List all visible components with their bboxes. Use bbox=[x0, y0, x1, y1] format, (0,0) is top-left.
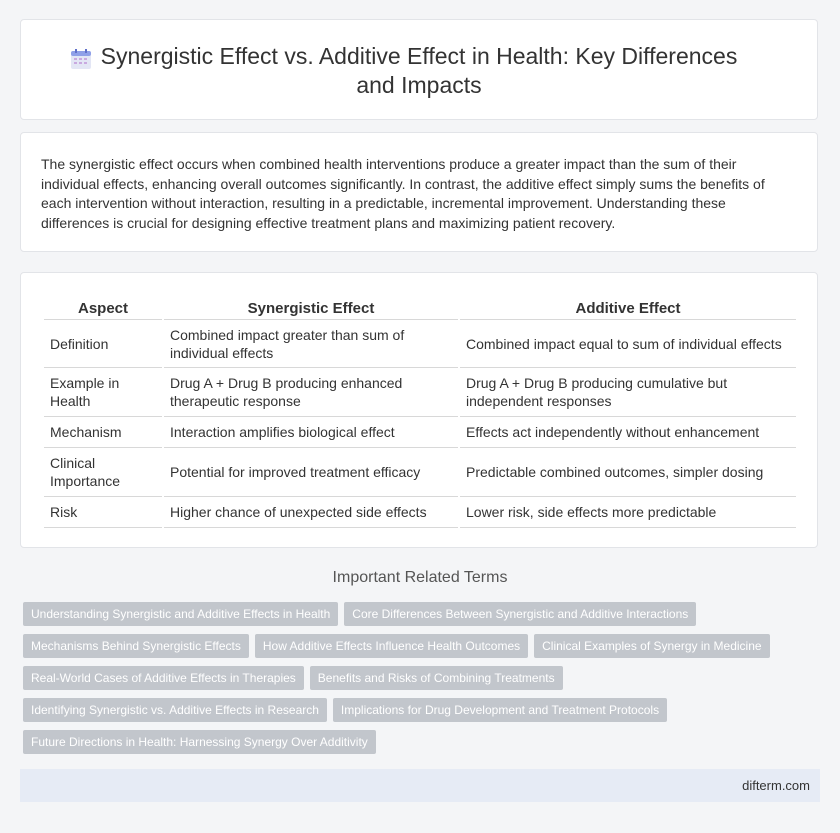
related-term-tag[interactable]: Identifying Synergistic vs. Additive Effects in Research bbox=[23, 698, 327, 722]
table-cell: Clinical Importance bbox=[44, 448, 162, 497]
header-card bbox=[20, 19, 818, 120]
related-term-tag[interactable]: Real-World Cases of Additive Effects in Therapies bbox=[23, 666, 304, 690]
table-row bbox=[44, 417, 796, 448]
related-terms-title: Important Related Terms bbox=[332, 569, 508, 586]
related-term-tag[interactable]: Benefits and Risks of Combining Treatments bbox=[310, 666, 563, 690]
table-header-row bbox=[44, 295, 796, 320]
table-cell: Risk bbox=[44, 497, 162, 528]
table-cell: Drug A + Drug B producing cumulative but independent responses bbox=[460, 368, 796, 417]
table-cell: Drug A + Drug B producing enhanced therapeutic response bbox=[164, 368, 458, 417]
table-row bbox=[44, 368, 796, 417]
table-row bbox=[44, 497, 796, 528]
table-cell: Mechanism bbox=[44, 417, 162, 448]
page-title: Synergistic Effect vs. Additive Effect in Health: Key Differences and Impacts bbox=[100, 43, 738, 98]
column-header: Additive Effect bbox=[460, 295, 796, 320]
table-row bbox=[44, 320, 796, 368]
table-cell: Lower risk, side effects more predictable bbox=[460, 497, 796, 528]
table-cell: Potential for improved treatment efficacy bbox=[164, 448, 458, 497]
table-cell: Combined impact equal to sum of individual effects bbox=[460, 320, 796, 368]
comparison-table bbox=[42, 295, 798, 528]
table-row bbox=[44, 448, 796, 497]
related-term-tag[interactable]: How Additive Effects Influence Health Outcomes bbox=[255, 634, 528, 658]
intro-card bbox=[20, 132, 818, 252]
comparison-card bbox=[20, 272, 818, 548]
related-term-tag[interactable]: Clinical Examples of Synergy in Medicine bbox=[534, 634, 769, 658]
footer bbox=[20, 769, 820, 802]
related-term-tag[interactable]: Mechanisms Behind Synergistic Effects bbox=[23, 634, 249, 658]
table-cell: Combined impact greater than sum of individual effects bbox=[164, 320, 458, 368]
intro-text: The synergistic effect occurs when combined health interventions produce a greater impact than the sum of their individual effects, enhancing overall outcomes significantly. In contrast, the additive effect simply sums the benefits of each intervention without interaction, resulting in a predictable, incremental improvement. Understanding these differences is crucial for designing effective treatment plans and maximizing patient recovery. bbox=[41, 156, 765, 231]
table-cell: Higher chance of unexpected side effects bbox=[164, 497, 458, 528]
related-term-tag[interactable]: Core Differences Between Synergistic and Additive Interactions bbox=[344, 602, 696, 626]
column-header: Synergistic Effect bbox=[164, 295, 458, 320]
related-term-tag[interactable]: Understanding Synergistic and Additive Effects in Health bbox=[23, 602, 338, 626]
table-cell: Example in Health bbox=[44, 368, 162, 417]
related-term-tag[interactable]: Future Directions in Health: Harnessing Synergy Over Additivity bbox=[23, 730, 376, 754]
table-cell: Interaction amplifies biological effect bbox=[164, 417, 458, 448]
table-cell: Effects act independently without enhancement bbox=[460, 417, 796, 448]
site-link[interactable]: difterm.com bbox=[742, 778, 810, 793]
related-terms-list bbox=[23, 602, 803, 762]
table-cell: Definition bbox=[44, 320, 162, 368]
column-header: Aspect bbox=[44, 295, 162, 320]
related-term-tag[interactable]: Implications for Drug Development and Treatment Protocols bbox=[333, 698, 667, 722]
table-cell: Predictable combined outcomes, simpler dosing bbox=[460, 448, 796, 497]
